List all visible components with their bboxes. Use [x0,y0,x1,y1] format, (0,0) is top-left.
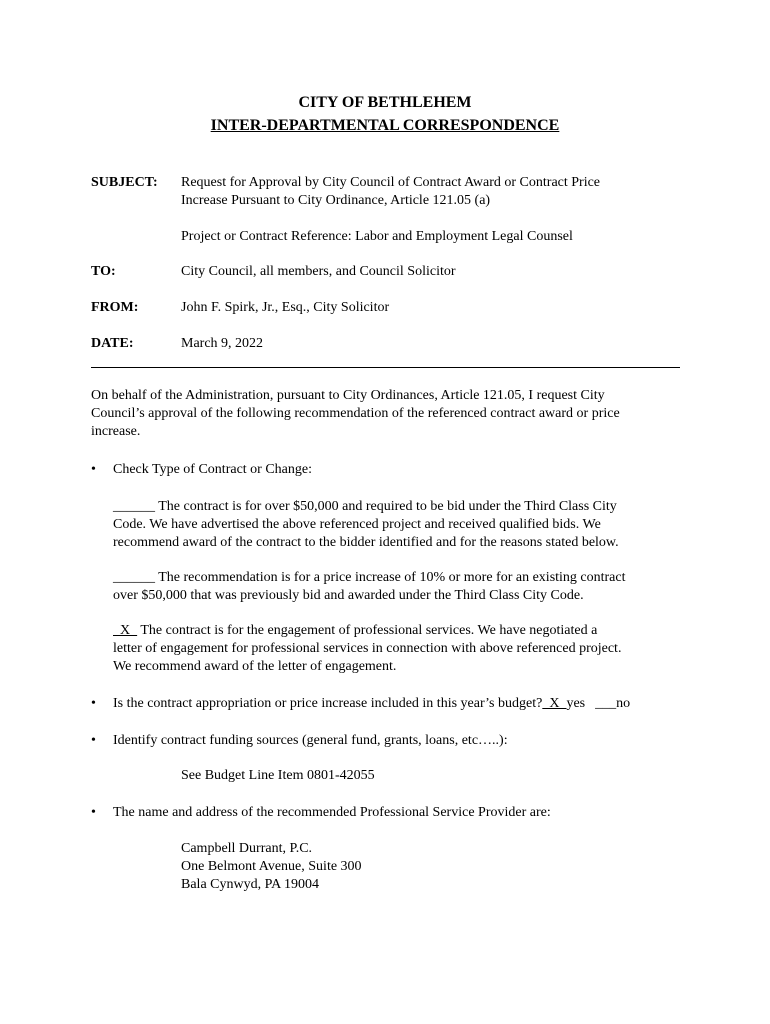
budget-no-label: no [616,696,631,711]
bullet-contract-type: Check Type of Contract or Change: [113,462,312,477]
intro-line: increase. [91,424,141,439]
bullet-icon: • [91,462,96,477]
option-bid-contract [113,498,673,552]
document-title: CITY OF BETHLEHEM [298,94,472,111]
option-text: The contract is for the engagement of professional services. We have negotiated a [137,623,598,638]
intro-paragraph [91,387,671,441]
to-value: City Council, all members, and Council Solicitor [181,264,456,279]
subject-line-1: Request for Approval by City Council of Contract Award or Contract Price [181,175,601,190]
to-label: TO: [91,264,116,279]
intro-line: On behalf of the Administration, pursuant to City Ordinances, Article 121.05, I request City [91,388,605,403]
option-text: letter of engagement for professional services in connection with above referenced project. [113,641,622,656]
intro-line: Council’s approval of the following recommendation of the referenced contract award or price [91,406,620,421]
from-label: FROM: [91,300,139,315]
option-professional-services [113,622,673,676]
bullet-icon: • [91,805,96,820]
option-price-increase [113,569,673,605]
date-label: DATE: [91,336,134,351]
option-text: We recommend award of the letter of engagement. [113,659,397,674]
document-subtitle: INTER-DEPARTMENTAL CORRESPONDENCE [210,117,560,134]
provider-name: Campbell Durrant, P.C. [181,841,313,856]
budget-yes-mark: X [542,696,567,711]
option-blank: ______ [113,499,155,514]
budget-yes-label: yes [566,696,586,711]
option-text: The recommendation is for a price increase of 10% or more for an existing contract [155,570,626,585]
header-divider [91,367,680,368]
option-text: Code. We have advertised the above referenced project and received qualified bids. We [113,517,601,532]
from-value: John F. Spirk, Jr., Esq., City Solicitor [181,300,390,315]
budget-line-item: See Budget Line Item 0801-42055 [181,768,375,783]
option-text: recommend award of the contract to the bidder identified and for the reasons stated below. [113,535,619,550]
provider-address-line: One Belmont Avenue, Suite 300 [181,859,362,874]
provider-address-line: Bala Cynwyd, PA 19004 [181,877,319,892]
budget-no-blank: ___ [595,696,617,711]
subject-label: SUBJECT: [91,175,158,190]
provider-address [181,840,661,894]
option-text: The contract is for over $50,000 and required to be bid under the Third Class City [155,499,617,514]
bullet-service-provider: The name and address of the recommended Professional Service Provider are: [113,805,551,820]
option-text: over $50,000 that was previously bid and awarded under the Third Class City Code. [113,588,584,603]
option-selected-mark: X [113,623,138,638]
bullet-funding-sources: Identify contract funding sources (general fund, grants, loans, etc…..): [113,733,508,748]
date-value: March 9, 2022 [181,336,264,351]
project-reference: Project or Contract Reference: Labor and Employment Legal Counsel [181,229,573,244]
budget-question-text: Is the contract appropriation or price increase included in this year’s budget? [113,696,543,711]
bullet-budget-question [113,695,683,713]
bullet-icon: • [91,696,96,711]
subject-line-2: Increase Pursuant to City Ordinance, Article 121.05 (a) [181,193,491,208]
bullet-icon: • [91,733,96,748]
option-blank: ______ [113,570,155,585]
